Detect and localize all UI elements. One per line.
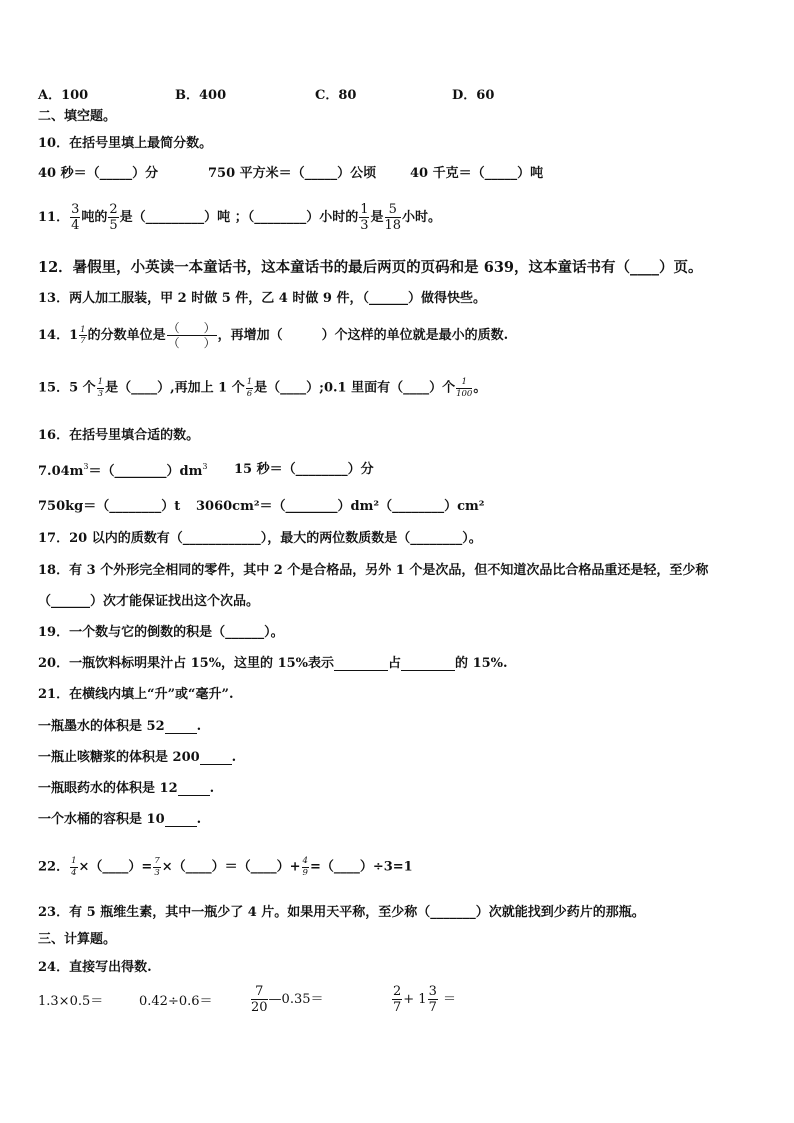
q16-r2a: 750kg＝（________）t <box>38 499 181 514</box>
option-a: A．100 <box>38 88 89 103</box>
q20-post: 的 15%. <box>455 656 508 671</box>
q12: 12．暑假里，小英读一本童话书，这本童话书的最后两页的页码和是 639，这本童话书有（____）页。 <box>38 259 703 276</box>
q21-line-2: 一瓶止咳糖浆的体积是 200 . <box>38 750 237 765</box>
q24-row <box>38 985 758 1021</box>
q14-blank-frac: $\frac{( )}{( )}$ <box>167 321 216 350</box>
option-b: B．400 <box>175 88 227 103</box>
q10-a: 40 秒＝（_____）分 <box>38 166 159 181</box>
q24-e1: 1.3×0.5＝ <box>38 994 104 1009</box>
q15 <box>38 378 486 398</box>
q21-line-1: 一瓶墨水的体积是 52 . <box>38 719 202 734</box>
q21-stem: 21．在横线内填上“升”或“毫升”. <box>38 687 234 702</box>
q10-c: 40 千克＝（_____）吨 <box>410 166 544 181</box>
option-d: D．60 <box>452 88 495 103</box>
q22-frac-3: $\frac{4}{9}$ <box>302 856 308 878</box>
q16-stem: 16．在括号里填合适的数。 <box>38 428 200 443</box>
q11-frac-1: $\frac{3}{4}$ <box>71 202 80 233</box>
q15-frac-2: $\frac{1}{6}$ <box>246 377 253 399</box>
q23: 23．有 5 瓶维生素，其中一瓶少了 4 片。如果用天平称，至少称（_______）次就能找到少药片的那瓶。 <box>38 905 645 920</box>
q16-r1b: 15 秒＝（________）分 <box>234 462 374 477</box>
q21-line-4: 一个水桶的容积是 10 . <box>38 812 202 827</box>
q20-mid: 占 <box>388 656 402 671</box>
q14 <box>38 322 508 349</box>
q22-frac-1: $\frac{1}{4}$ <box>71 856 77 878</box>
q14-pre: 14．1 <box>38 328 79 343</box>
section-heading-calc: 三、计算题。 <box>38 932 117 947</box>
q24-e2: 0.42÷0.6＝ <box>139 994 213 1009</box>
q21-line-3: 一瓶眼药水的体积是 12 . <box>38 781 215 796</box>
q24-e3: $\frac{7}{20}$ —0.35＝ <box>251 984 324 1015</box>
q15-pre: 15．5 个 <box>38 380 96 396</box>
q20-blank-2 <box>401 657 455 671</box>
q22-pre: 22． <box>38 859 70 875</box>
q18-line-1: 18．有 3 个外形完全相同的零件，其中 2 个是合格品，另外 1 个是次品，但不知道次品比合格品重还是轻，至少称 <box>38 563 709 578</box>
q15-frac-1: $\frac{1}{3}$ <box>97 377 104 399</box>
q22-text-1: ×（____）= <box>78 859 153 875</box>
q14-mid: 的分数单位是 <box>87 328 166 343</box>
q11 <box>38 203 441 232</box>
q11-text-3: 是 <box>370 210 384 225</box>
q10-b: 750 平方米＝（_____）公顷 <box>208 166 377 181</box>
q16-r1a: $7.04m^3=(\_\_\_\_\_\_\_\_)dm^3$ <box>38 462 208 479</box>
q15-text-3: 。 <box>473 380 487 396</box>
q15-text-1: 是（____）,再加上 1 个 <box>105 380 245 396</box>
q24-e4: $\frac{2}{7}$ + 1 $\frac{3}{7}$ ＝ <box>393 984 456 1015</box>
q20-pre: 20．一瓶饮料标明果汁占 15%，这里的 15%表示 <box>38 656 335 671</box>
q18-line-2: （______）次才能保证找出这个次品。 <box>38 594 260 609</box>
q24-stem: 24．直接写出得数. <box>38 960 152 975</box>
q22-text-2: ×（____）＝（____）+ <box>161 859 301 875</box>
q22 <box>38 857 413 877</box>
q10-stem: 10．在括号里填上最简分数。 <box>38 136 213 151</box>
q11-no: 11． <box>38 210 70 225</box>
q11-text-1: 吨的 <box>81 210 108 225</box>
q15-frac-3: $\frac{1}{100}$ <box>456 377 473 399</box>
q22-frac-2: $\frac{7}{3}$ <box>154 856 160 878</box>
q16-r2b: 3060cm²＝（________）dm²（________）cm² <box>196 499 485 514</box>
section-heading-fill: 二、填空题。 <box>38 109 117 124</box>
q17: 17．20 以内的质数有（____________），最大的两位数质数是（________）。 <box>38 531 482 546</box>
option-c: C．80 <box>315 88 357 103</box>
q14-frac: $\frac{1}{7}$ <box>80 324 86 346</box>
q20-blank-1 <box>334 657 388 671</box>
q11-frac-2: $\frac{2}{5}$ <box>109 202 118 233</box>
q22-text-3: =（____）÷3=1 <box>309 859 413 875</box>
q14-post: ，再增加（ ）个这样的单位就是最小的质数. <box>217 328 509 343</box>
q11-frac-3: $\frac{1}{3}$ <box>360 202 369 233</box>
q15-text-2: 是（____）;0.1 里面有（____）个 <box>254 380 456 396</box>
q13: 13．两人加工服装，甲 2 时做 5 件，乙 4 时做 9 件，（______）做得快些。 <box>38 291 486 306</box>
q20 <box>38 657 508 671</box>
q11-frac-4: $\frac{5}{18}$ <box>384 202 402 233</box>
q19: 19．一个数与它的倒数的积是（______）。 <box>38 625 284 640</box>
q11-text-2: 是（_________）吨 ；（________）小时的 <box>119 210 359 225</box>
q11-text-4: 小时。 <box>402 210 442 225</box>
